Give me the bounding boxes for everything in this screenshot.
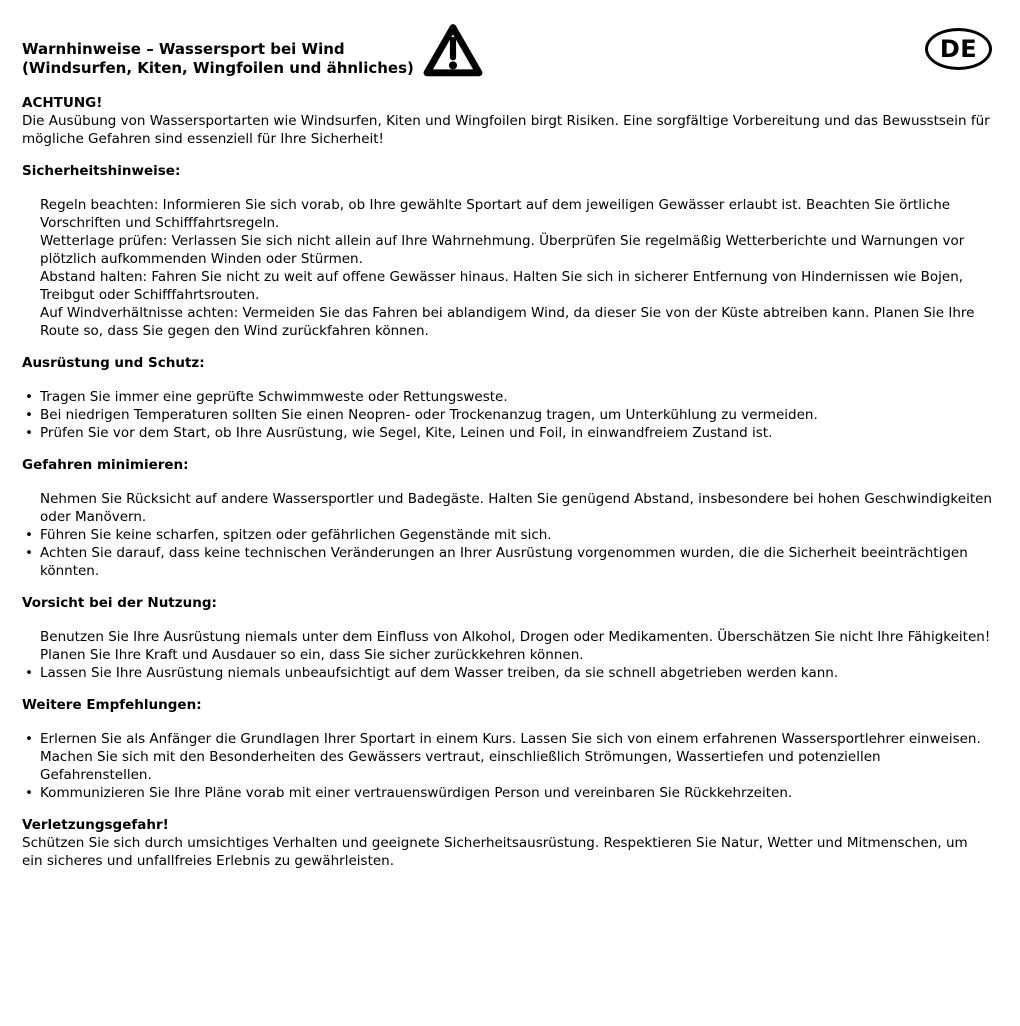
section-heading: Ausrüstung und Schutz:	[22, 355, 205, 371]
language-badge-label: DE	[939, 35, 978, 63]
title-line-2: (Windsurfen, Kiten, Wingfoilen und ähnliches)	[22, 59, 414, 77]
language-badge	[925, 28, 992, 70]
paragraph: Machen Sie sich mit den Besonderheiten des Gewässers vertraut, einschließlich Strömungen, Wassertiefen und potenziellen Gefahrenstellen.	[40, 749, 881, 783]
bullet-item: • Prüfen Sie vor dem Start, ob Ihre Ausrüstung, wie Segel, Kite, Leinen und Foil, in einwandfreiem Zustand ist.	[22, 424, 992, 442]
section	[22, 594, 992, 682]
title-line-1: Warnhinweise – Wassersport bei Wind	[22, 40, 345, 58]
paragraph: Wetterlage prüfen: Verlassen Sie sich nicht allein auf Ihre Wahrnehmung. Überprüfen Sie regelmäßig Wetterberichte und Warnungen vor plötzlich aufkommenden Winden oder Stürmen.	[40, 233, 965, 267]
section-heading: Sicherheitshinweise:	[22, 163, 181, 179]
bullet-item: • Tragen Sie immer eine geprüfte Schwimmweste oder Rettungsweste.	[22, 388, 992, 406]
paragraph: Benutzen Sie Ihre Ausrüstung niemals unter dem Einfluss von Alkohol, Drogen oder Medikamenten. Überschätzen Sie nicht Ihre Fähigkeiten! Planen Sie Ihre Kraft und Ausdauer so ein, dass Sie sicher zurückkehren können.	[40, 629, 991, 663]
warning-triangle-icon	[422, 22, 484, 79]
bullet-item: • Kommunizieren Sie Ihre Pläne vorab mit einer vertrauenswürdigen Person und vereinbaren Sie Rückkehrzeiten.	[22, 784, 992, 802]
paragraph: Regeln beachten: Informieren Sie sich vorab, ob Ihre gewählte Sportart auf dem jeweiligen Gewässer erlaubt ist. Beachten Sie örtliche Vorschriften und Schifffahrtsregeln.	[40, 197, 951, 231]
section	[22, 354, 992, 442]
bullet-item: • Lassen Sie Ihre Ausrüstung niemals unbeaufsichtigt auf dem Wasser treiben, da sie schnell abgetrieben werden kann.	[22, 664, 992, 682]
paragraph: Die Ausübung von Wassersportarten wie Windsurfen, Kiten und Wingfoilen birgt Risiken. Eine sorgfältige Vorbereitung und das Bewusstsein für mögliche Gefahren sind essenziell für Ihre Sicherheit!	[22, 113, 990, 147]
section	[22, 456, 992, 580]
bullet-item: • Führen Sie keine scharfen, spitzen oder gefährlichen Gegenstände mit sich.	[22, 526, 992, 544]
section	[22, 162, 992, 340]
section-heading: Vorsicht bei der Nutzung:	[22, 595, 217, 611]
bullet-item: • Bei niedrigen Temperaturen sollten Sie einen Neopren- oder Trockenanzug tragen, um Unterkühlung zu vermeiden.	[22, 406, 992, 424]
section-heading: Gefahren minimieren:	[22, 457, 189, 473]
section-heading: Weitere Empfehlungen:	[22, 697, 202, 713]
document-body	[22, 94, 992, 870]
section	[22, 816, 992, 870]
bullet-item: • Erlernen Sie als Anfänger die Grundlagen Ihrer Sportart in einem Kurs. Lassen Sie sich von einem erfahrenen Wassersportlehrer einweisen.	[22, 730, 992, 748]
paragraph: Auf Windverhältnisse achten: Vermeiden Sie das Fahren bei ablandigem Wind, da dieser Sie von der Küste abtreiben kann. Planen Sie Ihre Route so, dass Sie gegen den Wind zurückfahren können.	[40, 305, 975, 339]
bullet-item: • Achten Sie darauf, dass keine technischen Veränderungen an Ihrer Ausrüstung vorgenommen wurden, die die Sicherheit beeinträchtigen könnten.	[22, 544, 992, 580]
section	[22, 696, 992, 802]
section-heading: Verletzungsgefahr!	[22, 817, 169, 833]
section-heading: ACHTUNG!	[22, 95, 103, 111]
paragraph: Abstand halten: Fahren Sie nicht zu weit auf offene Gewässer hinaus. Halten Sie sich in sicherer Entfernung von Hindernissen wie Bojen, Treibgut oder Schifffahrtsrouten.	[40, 269, 964, 303]
section	[22, 94, 992, 148]
paragraph: Nehmen Sie Rücksicht auf andere Wassersportler und Badegäste. Halten Sie genügend Abstand, insbesondere bei hohen Geschwindigkeiten oder Manövern.	[40, 491, 992, 525]
page-title	[22, 40, 414, 78]
paragraph: Schützen Sie sich durch umsichtiges Verhalten und geeignete Sicherheitsausrüstung. Respektieren Sie Natur, Wetter und Mitmenschen, um ein sicheres und unfallfreies Erlebnis zu gewährleisten.	[22, 835, 968, 869]
document-header	[22, 35, 992, 79]
